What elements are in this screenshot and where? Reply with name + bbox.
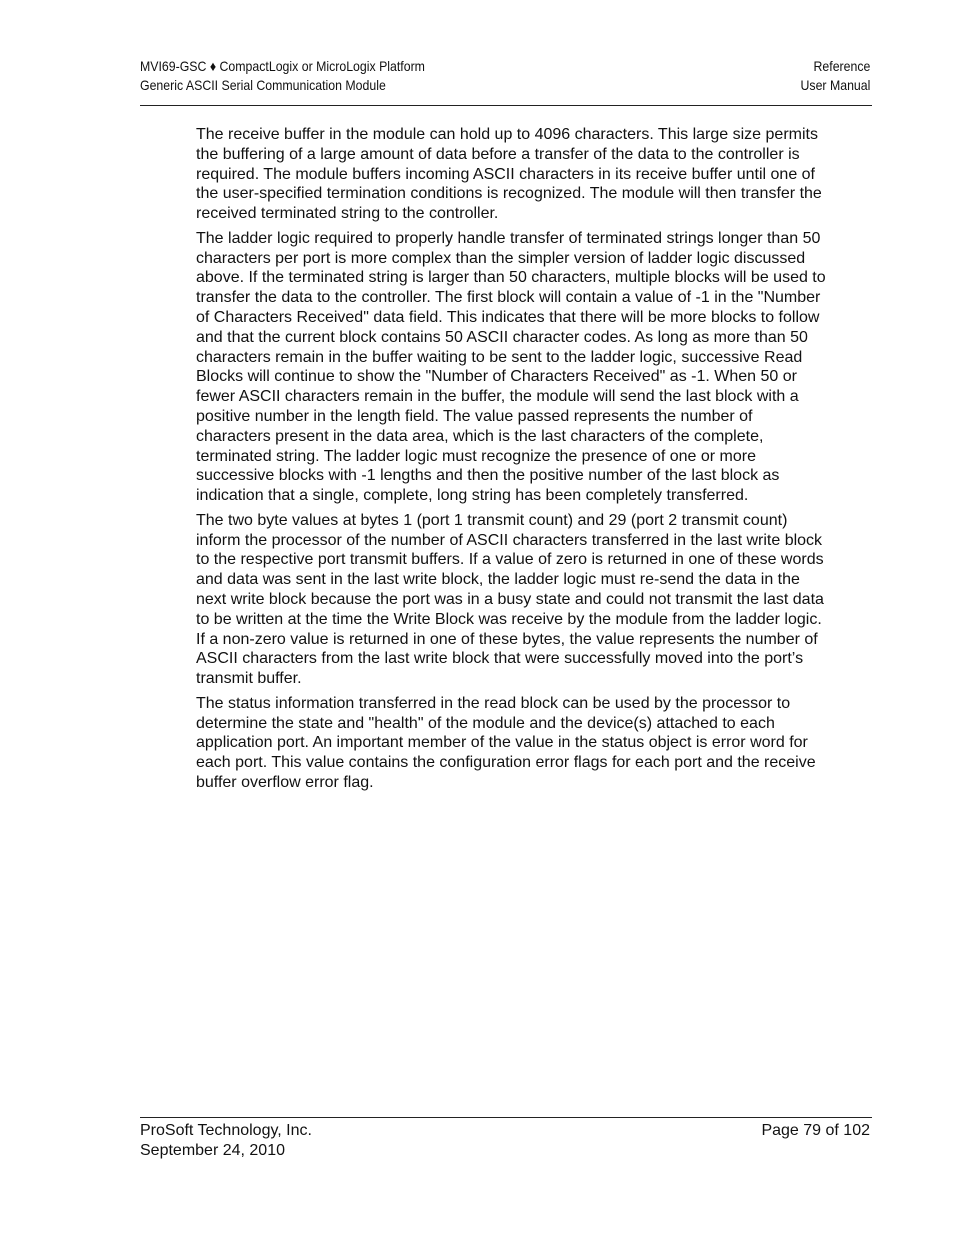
paragraph-status-information: The status information transferred in the read block can be used by the processor to determine the state and "health" of the module and the device(s) attached to each application port. An important member of the value in the status object is error word for each port. This value contains the configuration error flags for each port and the receive buffer overflow error flag. (196, 694, 816, 791)
footer-page-number (761, 1121, 870, 1141)
header-product-line: MVI69-GSC ♦ CompactLogix or MicroLogix Platform (140, 58, 425, 74)
page-body (196, 125, 826, 797)
paragraph-ladder-logic: The ladder logic required to properly handle transfer of terminated strings longer than 50 characters per port is more complex than the simpler version of ladder logic discussed above. If the terminated string is larger than 50 characters, multiple blocks will be used to transfer the data to the controller. The first block will contain a value of -1 in the "Number of Characters Received" data field. This indicates that there will be more blocks to follow and that the current block contains 50 ASCII character codes. As long as more than 50 characters remain in the buffer waiting to be sent to the ladder logic, successive Read Blocks will continue to show the "Number of Characters Received" as -1. When 50 or fewer ASCII characters remain in the buffer, the module will send the last block with a positive number in the length field. The value passed represents the number of characters present in the data area, which is the last characters of the complete, terminated string. The ladder logic must recognize the presence of one or more successive blocks with -1 lengths and then the positive number of the last block as indication that a single, complete, long string has been completely transferred. (196, 229, 826, 505)
page-footer (140, 1117, 872, 1159)
footer-publisher (140, 1121, 312, 1161)
footer-company: ProSoft Technology, Inc. (140, 1122, 312, 1139)
page-header (140, 57, 872, 106)
paragraph-transmit-count: The two byte values at bytes 1 (port 1 transmit count) and 29 (port 2 transmit count) inform the processor of the number of ASCII characters transferred in the last write block to the respective port transmit buffers. If a value of zero is returned in one of these words and data was sent in the last write block, the ladder logic must re-send the data in the next write block because the port was in a busy state and could not transmit the last data to be written at the time the Write Block was receive by the module from the ladder logic. If a non-zero value is returned in one of these bytes, the value represents the number of ASCII characters from the last write block that were successfully moved into the port’s transmit buffer. (196, 511, 824, 688)
header-section: Reference (813, 58, 870, 74)
footer-date: September 24, 2010 (140, 1142, 285, 1159)
header-section-info (800, 57, 870, 95)
paragraph-receive-buffer: The receive buffer in the module can hold up to 4096 characters. This large size permits the buffering of a large amount of data before a transfer of the data to the controller is required. The module buffers incoming ASCII characters in its receive buffer until one of the user-specified termination conditions is recognized. The module will then transfer the received terminated string to the controller. (196, 126, 822, 223)
header-module-name: Generic ASCII Serial Communication Module (140, 77, 386, 93)
header-document-title (140, 57, 425, 95)
header-manual-type: User Manual (800, 77, 870, 93)
page-number: Page 79 of 102 (761, 1122, 870, 1139)
